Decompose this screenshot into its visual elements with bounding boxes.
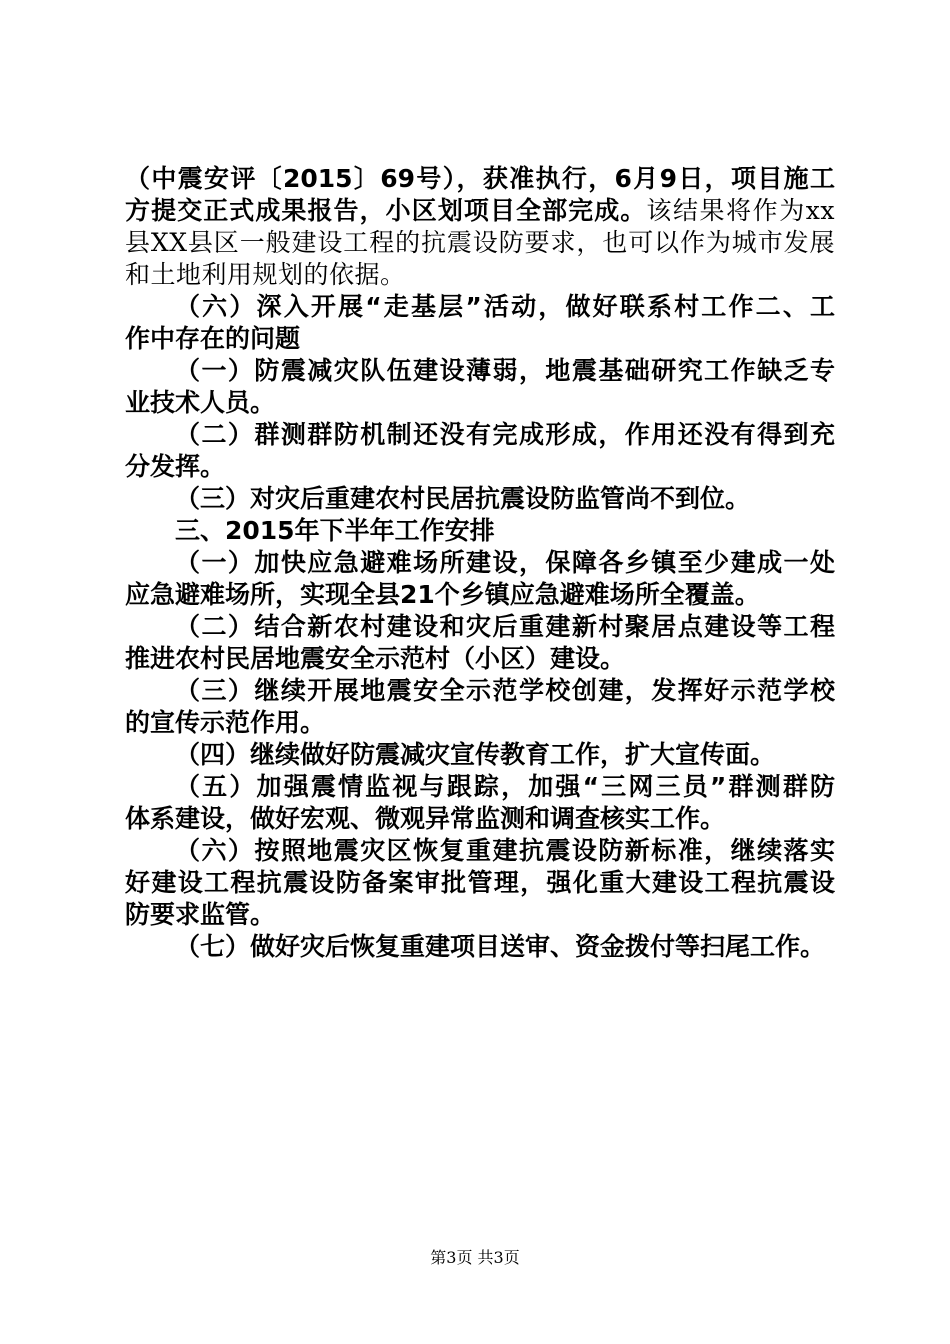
text-line: 应急避难场所，实现全县21个乡镇应急避难场所全覆盖。 [125,580,760,609]
text-line: 业技术人员。 [125,388,276,417]
text-line: 推进农村民居地震安全示范村（小区）建设。 [125,644,626,673]
text-line: （二）群测群防机制还没有完成形成，作用还没有得到充 [175,420,835,449]
text-line: 作中存在的问题 [125,324,301,353]
text-line: 的宣传示范作用。 [125,708,326,737]
text-line: （三）对灾后重建农村民居抗震设防监管尚不到位。 [175,484,751,513]
text-line: （六）深入开展“走基层”活动，做好联系村工作二、工 [175,292,835,321]
text-line: （一）加快应急避难场所建设，保障各乡镇至少建成一处 [175,548,835,577]
text-line: 方提交正式成果报告，小区划项目全部完成。该结果将作为xx [125,196,835,225]
text-line: 体系建设，做好宏观、微观异常监测和调查核实工作。 [125,804,726,833]
text-line: （一）防震减灾队伍建设薄弱，地震基础研究工作缺乏专 [175,356,835,385]
text-line: 分发挥。 [125,452,226,481]
document-body [125,163,835,963]
text-line: 县XX县区一般建设工程的抗震设防要求，也可以作为城市发展 [125,228,835,257]
text-line: 防要求监管。 [125,900,276,929]
text-line: （三）继续开展地震安全示范学校创建，发挥好示范学校 [175,676,835,705]
text-line: （中震安评〔2015〕69号），获准执行，6月9日，项目施工 [125,164,835,193]
text-line: （五）加强震情监视与跟踪，加强“三网三员”群测群防 [175,772,835,801]
text-line: （二）结合新农村建设和灾后重建新村聚居点建设等工程 [175,612,835,641]
text-line: （六）按照地震灾区恢复重建抗震设防新标准，继续落实 [175,836,835,865]
section-heading: 三、2015年下半年工作安排 [175,516,495,545]
text-line: 好建设工程抗震设防备案审批管理，强化重大建设工程抗震设 [125,868,835,897]
page-footer: 第3页 共3页 [430,1248,520,1267]
text-line: （七）做好灾后恢复重建项目送审、资金拨付等扫尾工作。 [175,932,826,961]
text-line: （四）继续做好防震减灾宣传教育工作，扩大宣传面。 [175,740,776,769]
text-line: 和土地利用规划的依据。 [125,260,406,289]
